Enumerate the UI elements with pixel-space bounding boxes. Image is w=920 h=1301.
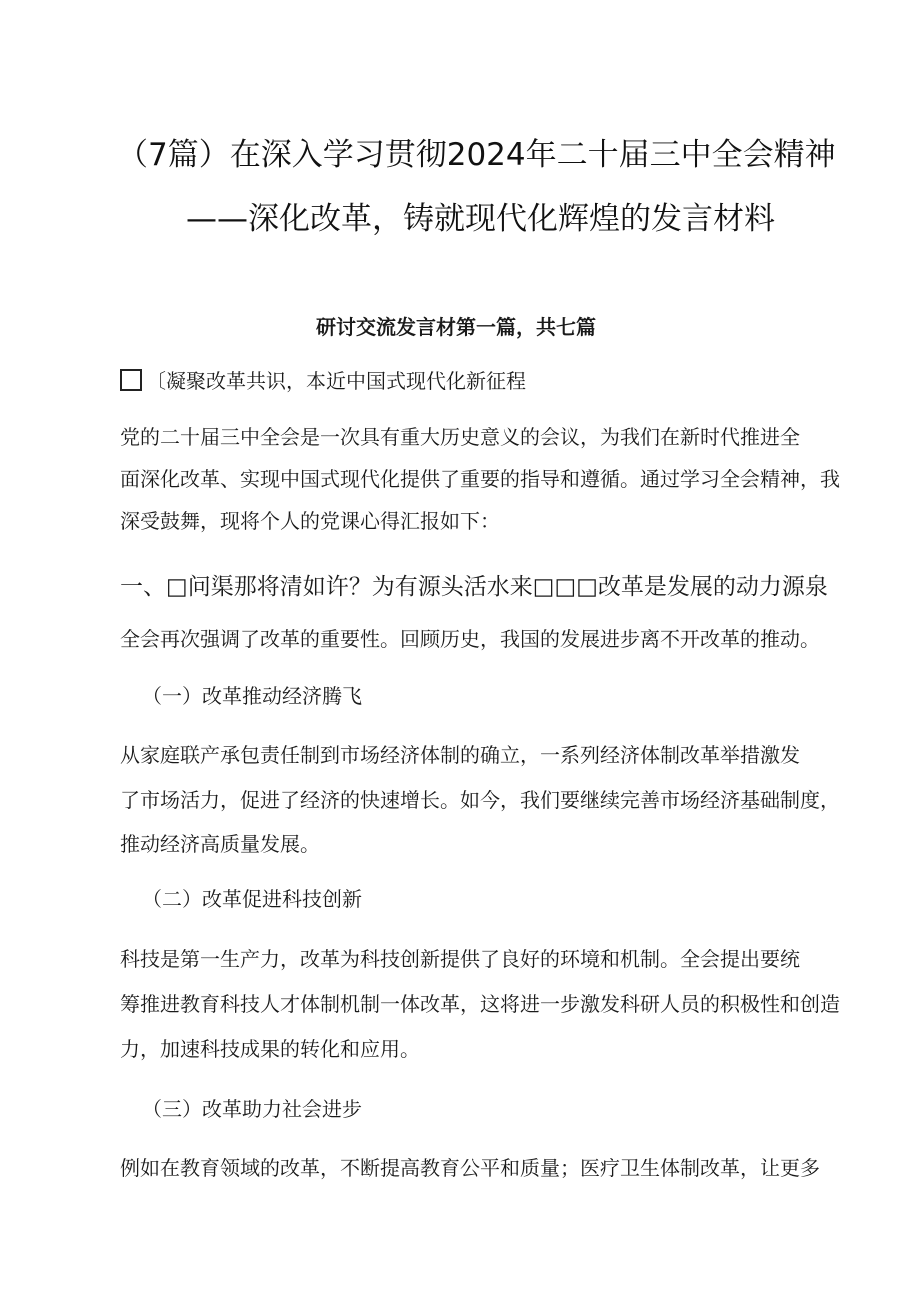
document-title-line-1: （7篇）在深入学习贯彻2024年二十届三中全会精神: [117, 137, 836, 173]
paragraph-line: 推动经济高质量发展。: [120, 832, 320, 856]
paragraph-line: 筹推进教育科技人才体制机制一体改革，这将进一步激发科研人员的积极性和创造: [120, 992, 840, 1016]
paragraph-line: 了市场活力，促进了经济的快速增长。如今，我们要继续完善市场经济基础制度，: [120, 788, 840, 812]
subsection-heading-2: （二）改革促进科技创新: [142, 887, 362, 911]
paragraph-line: 科技是第一生产力，改革为科技创新提供了良好的环境和机制。全会提出要统: [120, 947, 800, 971]
section-heading-1: 一、□问渠那将清如许？为有源头活水来□□□改革是发展的动力源泉: [120, 574, 828, 600]
paragraph-line: 力，加速科技成果的转化和应用。: [120, 1037, 420, 1061]
checkbox-icon: [120, 369, 142, 391]
paragraph-line: 党的二十届三中全会是一次具有重大历史意义的会议，为我们在新时代推进全: [120, 425, 800, 449]
paragraph-line: 例如在教育领域的改革，不断提高教育公平和质量；医疗卫生体制改革，让更多: [120, 1156, 820, 1180]
paragraph-line: 深受鼓舞，现将个人的党课心得汇报如下：: [120, 509, 500, 533]
intro-heading: [120, 365, 526, 394]
paragraph-line: 全会再次强调了改革的重要性。回顾历史，我国的发展进步离不开改革的推动。: [120, 627, 820, 651]
intro-heading-text: 〔凝聚改革共识，本近中国式现代化新征程: [146, 369, 526, 393]
paragraph-line: 从家庭联产承包责任制到市场经济体制的确立，一系列经济体制改革举措激发: [120, 743, 800, 767]
paragraph-line: 面深化改革、实现中国式现代化提供了重要的指导和遵循。通过学习全会精神，我: [120, 467, 840, 491]
subsection-heading-3: （三）改革助力社会进步: [142, 1097, 362, 1121]
document-title-line-2: ——深化改革，铸就现代化辉煌的发言材料: [186, 201, 775, 237]
subsection-heading-1: （一）改革推动经济腾飞: [142, 684, 362, 708]
document-subtitle: 研讨交流发言材第一篇，共七篇: [316, 315, 596, 339]
